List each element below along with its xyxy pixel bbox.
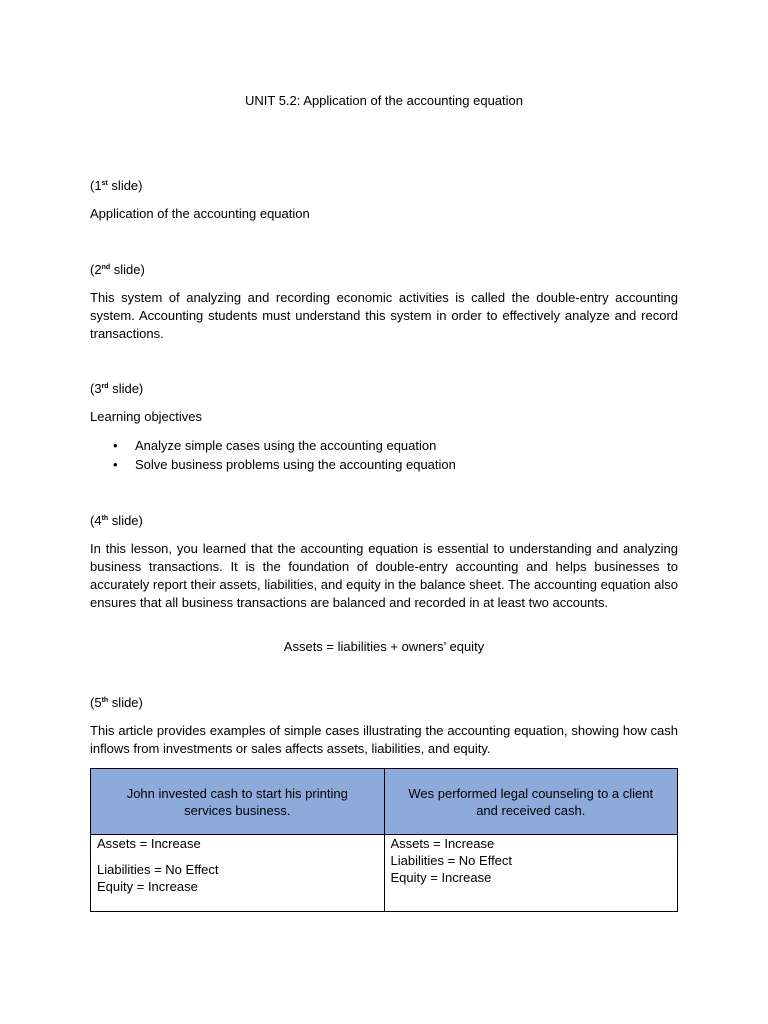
slide-suffix: slide)	[108, 381, 144, 396]
slide-ordinal-suffix: rd	[101, 383, 109, 390]
slide-ordinal-suffix: nd	[101, 264, 111, 271]
cell-line: Equity = Increase	[97, 879, 198, 894]
list-item: • Solve business problems using the accounting equation	[90, 455, 456, 474]
slide-label-3: (3rd slide)	[90, 381, 144, 396]
slide5-paragraph: This article provides examples of simple cases illustrating the accounting equation, showing how cash inflows from investments or sales affects assets, liabilities, and equity.	[90, 723, 678, 756]
slide-number: 5	[94, 695, 102, 710]
slide-number: 3	[94, 381, 102, 396]
learning-objectives-heading: Learning objectives	[90, 409, 203, 424]
slide-label-2: (2nd slide)	[90, 262, 145, 277]
slide-ordinal-suffix: st	[101, 180, 108, 187]
cases-table	[90, 768, 678, 912]
table-row	[91, 835, 678, 912]
slide-label-1: (1st slide)	[90, 178, 143, 193]
slide-ordinal-suffix: th	[101, 697, 109, 704]
slide-label-5: (5th slide)	[90, 695, 143, 710]
slide1-text: Application of the accounting equation	[90, 206, 310, 221]
page-title: UNIT 5.2: Application of the accounting equation	[244, 93, 523, 108]
cell-line: Liabilities = No Effect	[97, 862, 219, 877]
slide-suffix: slide)	[108, 695, 143, 710]
slide-number: 1	[94, 178, 102, 193]
slide-suffix: slide)	[107, 178, 143, 193]
table-cell	[91, 835, 385, 912]
slide-number: 2	[94, 262, 102, 277]
slide-number: 4	[94, 513, 102, 528]
table-header-row	[91, 769, 678, 835]
accounting-equation: Assets = liabilities + owners’ equity	[283, 639, 485, 654]
cell-line: Liabilities = No Effect	[390, 853, 513, 868]
slide4-paragraph: In this lesson, you learned that the accounting equation is essential to understanding and analyzing business transactions. It is the foundation of double-entry accounting and helps businesses to accurately report their assets, liabilities, and equity in the balance sheet. The accounting equation also ensures that all business transactions are balanced and recorded in at least two accounts.	[90, 541, 678, 610]
objectives-list	[90, 436, 456, 474]
cell-line: Assets = Increase	[97, 836, 201, 851]
cell-line: Equity = Increase	[390, 870, 492, 885]
slide2-paragraph: This system of analyzing and recording economic activities is called the double-entry accounting system. Accounting students must understand this system in order to effectively analyze and record transactions.	[90, 290, 678, 341]
list-item: • Analyze simple cases using the accounting equation	[90, 436, 456, 455]
slide-suffix: slide)	[110, 262, 145, 277]
table-header-cell: John invested cash to start his printing services business.	[91, 769, 385, 835]
table-header-cell: Wes performed legal counseling to a client and received cash.	[384, 769, 678, 835]
slide-label-4: (4th slide)	[90, 513, 143, 528]
slide-ordinal-suffix: th	[101, 515, 109, 522]
slide-suffix: slide)	[108, 513, 143, 528]
table-cell	[384, 835, 678, 912]
cell-line: Assets = Increase	[390, 836, 495, 851]
